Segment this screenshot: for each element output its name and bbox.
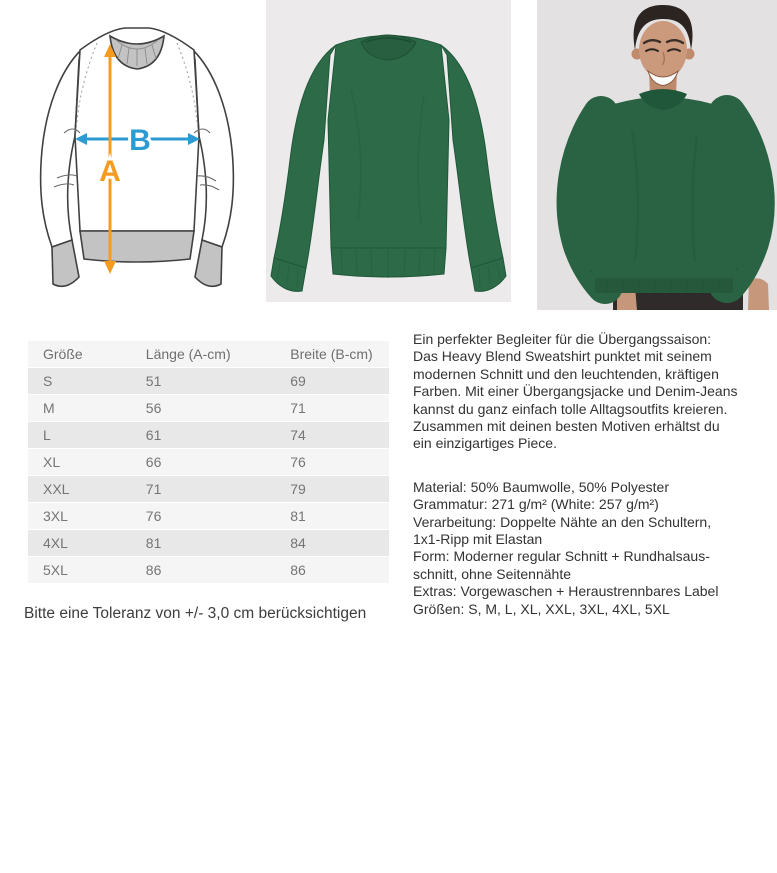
size-cell: M [28, 395, 131, 422]
width-cell: 69 [275, 368, 389, 395]
description-line: Farben. Mit einer Übergangsjacke und Denim-Jeans [413, 383, 738, 400]
width-cell: 86 [275, 557, 389, 584]
table-row [28, 395, 389, 422]
length-cell: 51 [131, 368, 275, 395]
product-description [413, 331, 777, 618]
length-cell: 61 [131, 422, 275, 449]
spec-line: schnitt, ohne Seitennähte [413, 565, 572, 582]
width-cell: 74 [275, 422, 389, 449]
model-wearing-sweatshirt-graphic [537, 0, 777, 310]
column-header-length: Länge (A-cm) [131, 341, 275, 368]
length-cell: 66 [131, 449, 275, 476]
column-header-size: Größe [28, 341, 131, 368]
size-cell: S [28, 368, 131, 395]
description-line: modernen Schnitt und den leuchtenden, kräftigen [413, 365, 719, 382]
size-table-header-row [28, 341, 389, 368]
size-cell: 3XL [28, 503, 131, 530]
size-cell: XL [28, 449, 131, 476]
spec-line: Material: 50% Baumwolle, 50% Polyester [413, 478, 670, 495]
waistband [80, 231, 194, 262]
table-row [28, 557, 389, 584]
size-table [28, 341, 389, 584]
size-cell: 4XL [28, 530, 131, 557]
product-photo-flat [266, 0, 511, 302]
length-cell: 81 [131, 530, 275, 557]
description-intro [413, 331, 777, 453]
size-diagram-image [0, 0, 263, 310]
table-row [28, 476, 389, 503]
size-cell: L [28, 422, 131, 449]
table-row [28, 530, 389, 557]
sweatshirt-outline [41, 28, 234, 286]
product-photo-model [537, 0, 777, 310]
table-row [28, 368, 389, 395]
table-row [28, 422, 389, 449]
spec-line: Form: Moderner regular Schnitt + Rundhalsaus- [413, 548, 710, 565]
width-cell: 79 [275, 476, 389, 503]
measure-b-label: B [129, 124, 151, 157]
sweatshirt-measure-diagram [0, 0, 263, 310]
left-cuff [52, 240, 79, 286]
spec-line: Größen: S, M, L, XL, XXL, 3XL, 4XL, 5XL [413, 600, 670, 617]
description-line: Das Heavy Blend Sweatshirt punktet mit seinem [413, 348, 712, 365]
flat-sweatshirt-graphic [266, 0, 511, 302]
length-cell: 76 [131, 503, 275, 530]
description-line: Ein perfekter Begleiter für die Übergangssaison: [413, 331, 712, 347]
width-cell: 81 [275, 503, 389, 530]
length-cell: 71 [131, 476, 275, 503]
description-specs [413, 479, 777, 618]
right-cuff [195, 240, 222, 286]
width-cell: 76 [275, 449, 389, 476]
model-torso [583, 97, 745, 293]
spec-line: Extras: Vorgewaschen + Heraustrennbares Label [413, 583, 719, 600]
description-line: kannst du ganz einfach tolle Alltagsoutfits kreieren. [413, 400, 728, 417]
tolerance-note: Bitte eine Toleranz von +/- 3,0 cm berücksichtigen [24, 605, 367, 622]
description-line: Zusammen mit deinen besten Motiven erhältst du [413, 418, 720, 435]
spec-line: Verarbeitung: Doppelte Nähte an den Schultern, [413, 513, 712, 530]
width-cell: 71 [275, 395, 389, 422]
measure-a-label: A [99, 155, 121, 188]
spec-line: Grammatur: 271 g/m² (White: 257 g/m²) [413, 496, 659, 513]
length-cell: 56 [131, 395, 275, 422]
size-cell: XXL [28, 476, 131, 503]
spec-line: 1x1-Ripp mit Elastan [413, 531, 543, 548]
description-line: ein einzigartiges Piece. [413, 435, 557, 452]
width-cell: 84 [275, 530, 389, 557]
table-row [28, 503, 389, 530]
length-cell: 86 [131, 557, 275, 584]
table-row [28, 449, 389, 476]
size-cell: 5XL [28, 557, 131, 584]
column-header-width: Breite (B-cm) [275, 341, 389, 368]
